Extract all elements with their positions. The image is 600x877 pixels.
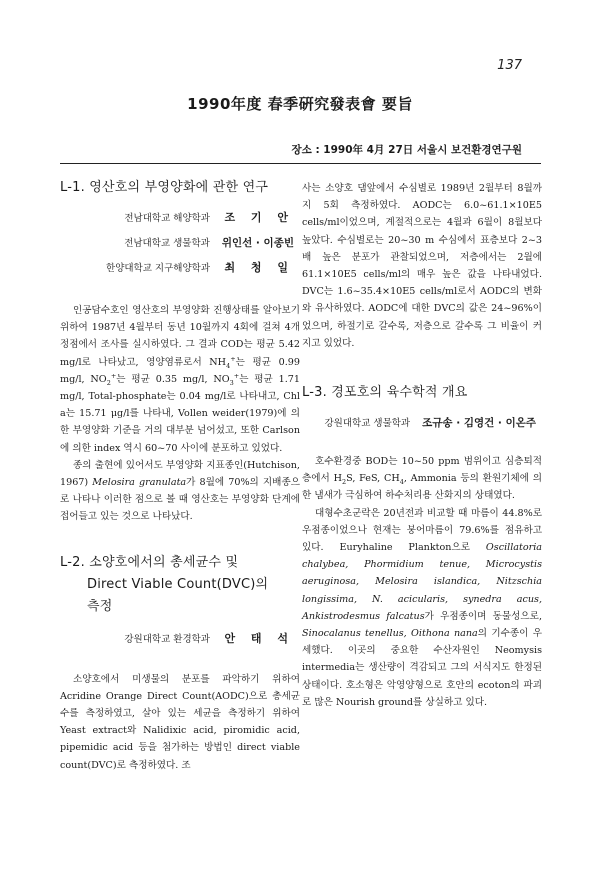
section-title-line: 측정 (87, 598, 113, 614)
author-name: 위인선 · 이종빈 (221, 237, 294, 249)
author-affiliation: 한양대학교 지구해양학과 (106, 263, 210, 274)
text-run: 호수환경중 BOD는 10~50 ppm 범위이고 심층퇴적층에서 H (302, 456, 542, 485)
subscript: 4 (399, 478, 404, 487)
section-title (60, 177, 300, 199)
section-title (302, 382, 542, 404)
section-l2 (60, 552, 300, 774)
section-title-line: Direct Viable Count(DVC)의 (87, 576, 269, 592)
author-affiliation: 강원대학교 생물학과 (324, 418, 411, 430)
text-run: 인공담수호인 영산호의 부영양화 진행상태를 알아보기 위하여 1987년 4월부터 동년 10월까지 4회에 걸쳐 4개 정점에서 조사를 실시하였다. 그 결과 COD는 평균 5.42 mg/l로 나타났고, 영양염류로서 NH (60, 305, 300, 368)
section-title (60, 552, 300, 618)
author-affiliation: 강원대학교 환경학과 (124, 633, 210, 645)
section-l3 (302, 382, 542, 711)
superscript: + (110, 371, 117, 380)
venue-line: 장소 : 1990年 4月 27日 서울시 보건환경연구원 (291, 144, 522, 156)
superscript: + (230, 354, 236, 363)
text-run: 종의 출현에 있어서도 부영양화 지표종인(Hutchison, 1967) (60, 459, 300, 489)
author-name: 조 기 안 (224, 211, 294, 224)
author-name: 조규송 · 김영건 · 이온주 (422, 417, 536, 430)
header-rule (60, 163, 541, 164)
text-run: 대형수초군락은 20년전과 비교할 때 마름이 44.8%로 우점종이었으나 현재는 붕어마름이 79.6%를 점유하고 있다. Euryhaline Plankton으로 (302, 507, 542, 554)
section-title-line: L-2. 소양호에서의 총세균수 및 (60, 554, 239, 570)
text-run: 는 평균 0.35 mg/l, NO (116, 373, 230, 385)
abstract-paragraph (302, 505, 542, 711)
text-run: 가 우점종이며 동물성으로, (424, 610, 542, 622)
species-name: Melosira granulata (92, 477, 187, 489)
author-row (60, 632, 300, 647)
species-name: Sinocalanus tenellus, Oithona nana (302, 628, 478, 640)
page-title: 1990年度 春季硏究發表會 要旨 (187, 95, 413, 113)
text-run: S, FeS, CH (346, 473, 400, 485)
text-run: 는 평균 1.71 mg/l, Total-phosphate는 0.04 mg/l로 나타내고, Chl a는 15.71 μg/l를 나타내, Vollen weider(1979)에 의한 부영양화 기준을 거의 대부분 넘어섰고, 또한 Carlson에 의한 index 역시 60~70 사이에 분포하고 있었다. (60, 373, 300, 454)
author-affiliation: 전남대학교 해양학과 (124, 213, 210, 224)
text-run: 의 기수종이 우세했다. 이곳의 중요한 수산자원인 Neomysis intermedia는 생산량이 격감되고 그의 서식지도 한정된 상태이다. 호소형은 악영양형으로 호안의 ecoton의 파괴로 많은 Nourish ground를 상실하고 있다. (302, 628, 542, 708)
abstract-paragraph (60, 302, 300, 457)
text-run: 는 평균 0.99 mg/l, NO (60, 356, 300, 385)
author-row (302, 416, 542, 431)
page-number: 137 (497, 58, 522, 73)
subscript: 3 (229, 378, 234, 387)
author-row (60, 261, 300, 276)
section-title-line: L-3. 경포호의 육수학적 개요 (302, 385, 468, 401)
section-l1 (60, 177, 300, 526)
author-name: 안 태 석 (224, 631, 294, 645)
subscript: 2 (341, 478, 347, 487)
text-run: 가 8월에 70%의 지배종으로 나타나 이러한 점으로 볼 때 영산호는 부영양화 단계에 접어들고 있는 것으로 나타났다. (60, 477, 300, 523)
superscript: + (233, 371, 240, 380)
abstract-paragraph (302, 453, 542, 505)
species-name: Oscillatoria chalybea, Phormidium tenue, Microcystis aeruginosa, Melosira islandica, Nitzschia longissima, N. acicularis, synedra acus, Ankistrodesmus falcatus (302, 542, 542, 622)
author-affiliation: 전남대학교 생물학과 (124, 238, 210, 249)
abstract-paragraph (60, 457, 300, 526)
section-title-line: L-1. 영산호의 부영양화에 관한 연구 (60, 180, 269, 195)
author-row (60, 236, 300, 251)
subscript: 4 (226, 361, 231, 370)
author-name: 최 청 일 (224, 261, 294, 274)
author-row (60, 211, 300, 226)
left-column (60, 171, 300, 774)
abstract-paragraph-continued: 사는 소양호 댐앞에서 수심별로 1989년 2월부터 8월까지 5회 측정하였다. AODC는 6.0~61.1×10E5 cells/ml이었으며, 계절적으로는 4월과 6월이 8월보다 높았다. 수심별로는 20~30 m 수심에서 표층보다 2~3배 높은 분포가 관찰되었으며, 저층에서는 2월에 61.1×10E5 cells/ml의 매우 높은 값을 나타내었다. DVC는 1.6~35.4×10E5 cells/ml로서 AODC의 변화와 유사하였다. AODC에 대한 DVC의 값은 24~96%이었으며, 하절기로 갈수록, 저층으로 갈수록 그 비율이 커지고 있었다. (302, 183, 542, 349)
text-run: , Ammonia 등의 환원기체에 의한 냄새가 극심하여 하수처리용 산화지의 상태였다. (302, 473, 542, 502)
right-column (302, 180, 542, 711)
abstract-paragraph: 소양호에서 미생물의 분포를 파악하기 위하여 Acridine Orange Direct Count(AODC)으로 총세균수를 측정하였고, 살아 있는 세균을 측정하기 위하여 Yeast extract와 Nalidixic acid, piromidic acid, pipemidic acid 등을 첨가하는 방법인 direct viable count(DVC)로 측정하였다. 조 (60, 673, 300, 771)
subscript: 2 (106, 378, 111, 387)
